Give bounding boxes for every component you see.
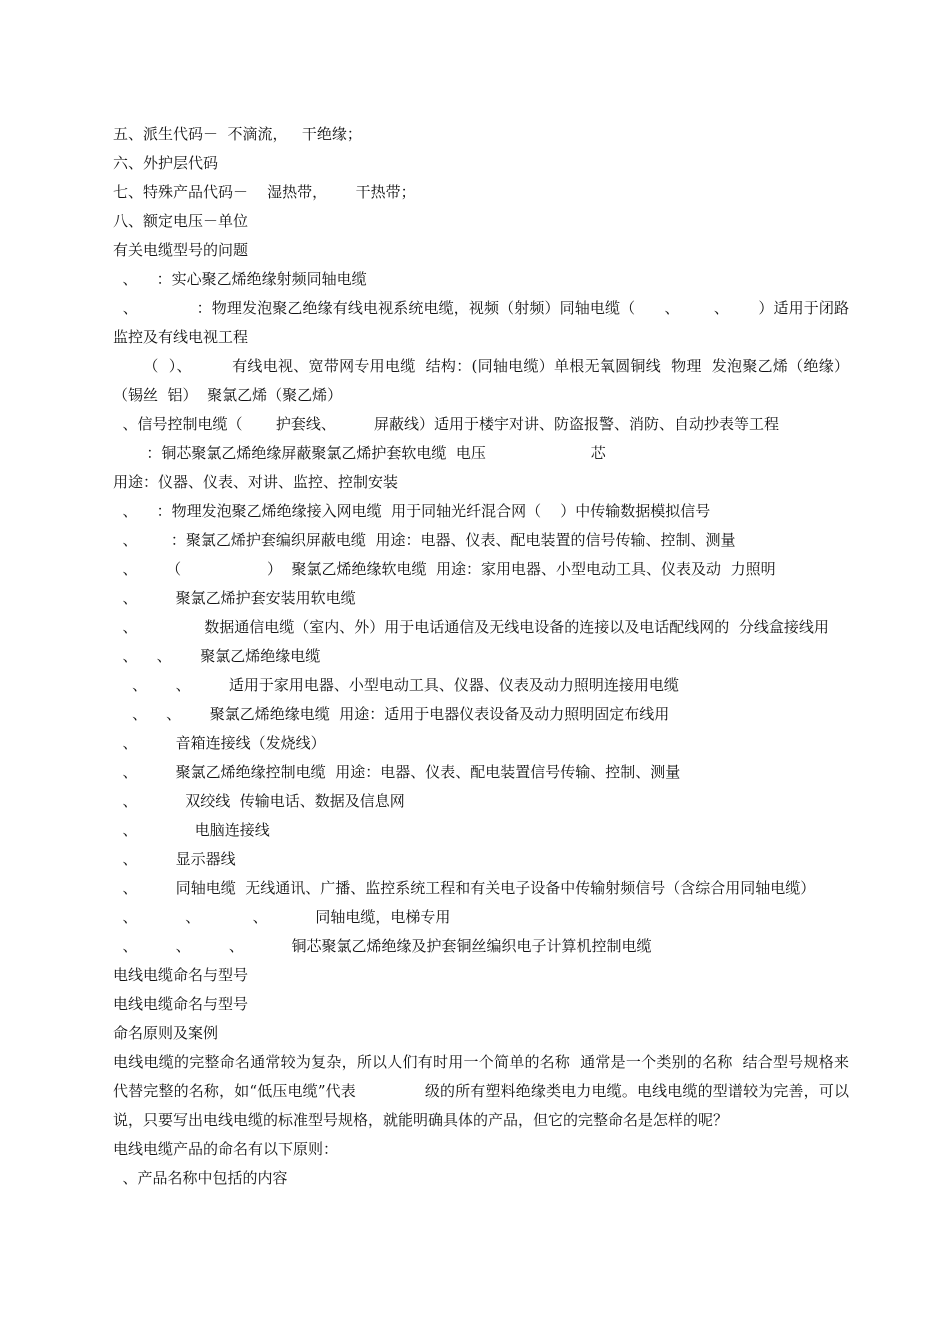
list-item: 、信号控制电缆（ 护套线、 屏蔽线）适用于楼宇对讲、防盗报警、消防、自动抄表等工程 (113, 415, 780, 433)
list-item: 、 ：聚氯乙烯护套编织屏蔽电缆 用途：电器、仪表、配电装置的信号传输、控制、测量 (113, 531, 736, 549)
paragraph-naming-intro: 电线电缆的完整命名通常较为复杂，所以人们有时用一个简单的名称 通常是一个类别的名称 结合型号规格来代替完整的名称，如“低压电缆”代表 级的所有塑料绝缘类电力电缆。电线电缆的型谱较为完善，可以说，只要写出电线电缆的标准型号规格，就能明确具体的产品，但它的完整命名是怎样的呢？ (113, 1053, 849, 1129)
list-item: 、 ：实心聚乙烯绝缘射频同轴电缆 (113, 270, 367, 288)
list-item: 、 数据通信电缆（室内、外）用于电话通信及无线电设备的连接以及电话配线网的 分线盒接线用 (113, 618, 829, 636)
heading-naming-principles: 命名原则及案例 (113, 1024, 219, 1042)
list-item: 、 ：物理发泡聚乙烯绝缘接入网电缆 用于同轴光纤混合网（ ）中传输数据模拟信号 (113, 502, 711, 520)
section-eight-rated-voltage: 八、额定电压－单位 (113, 212, 249, 230)
list-item: 、 电脑连接线 (113, 821, 270, 839)
heading-naming-and-model-repeat: 电线电缆命名与型号 (113, 995, 249, 1013)
section-seven-special-product-code: 七、特殊产品代码－ 湿热带， 干热带； (113, 183, 416, 201)
list-item: 、 （ ） 聚氯乙烯绝缘软电缆 用途：家用电器、小型电动工具、仪表及动 力照明 (113, 560, 776, 578)
list-item: 、 、 、 同轴电缆，电梯专用 (113, 908, 451, 926)
list-item: 、 、 、 铜芯聚氯乙烯绝缘及护套铜丝编织电子计算机控制电缆 (113, 937, 652, 955)
list-item: 、 显示器线 (113, 850, 236, 868)
heading-naming-and-model: 电线电缆命名与型号 (113, 966, 249, 984)
document-body (113, 120, 859, 1193)
list-item: 、 音箱连接线（发烧线） (113, 734, 326, 752)
list-item: 、 、 聚氯乙烯绝缘电缆 (113, 647, 321, 665)
list-item: ：铜芯聚氯乙烯绝缘屏蔽聚氯乙烯护套软电缆 电压 芯 (113, 444, 606, 462)
section-six-outer-sheath-code: 六、外护层代码 (113, 154, 219, 172)
list-item: 、 聚氯乙烯绝缘控制电缆 用途：电器、仪表、配电装置信号传输、控制、测量 (113, 763, 681, 781)
list-item: 、产品名称中包括的内容 (113, 1169, 288, 1187)
heading-cable-model-questions: 有关电缆型号的问题 (113, 241, 249, 259)
list-item: 、 双绞线 传输电话、数据及信息网 (113, 792, 405, 810)
list-item: 、 、 聚氯乙烯绝缘电缆 用途：适用于电器仪表设备及动力照明固定布线用 (113, 705, 670, 723)
paragraph-naming-principles-lead: 电线电缆产品的命名有以下原则： (113, 1140, 339, 1158)
list-item: 用途：仪器、仪表、对讲、监控、控制安装 (113, 473, 399, 491)
list-item: 、 、 适用于家用电器、小型电动工具、仪器、仪表及动力照明连接用电缆 (113, 676, 679, 694)
list-item: 、 同轴电缆 无线通讯、广播、监控系统工程和有关电子设备中传输射频信号（含综合用同轴电缆） (113, 879, 816, 897)
list-item: 、 聚氯乙烯护套安装用软电缆 (113, 589, 356, 607)
list-item: 、 ：物理发泡聚乙绝缘有线电视系统电缆，视频（射频）同轴电缆（ 、 、 ）适用于闭路监控及有线电视工程 (113, 299, 849, 346)
list-item: （ ）、 有线电视、宽带网专用电缆 结构：(同轴电缆）单根无氧圆铜线 物理 发泡聚乙烯（绝缘） （锡丝 铝） 聚氯乙烯（聚乙烯） (113, 357, 859, 404)
section-five-derived-code: 五、派生代码－ 不滴流， 干绝缘； (113, 125, 362, 143)
